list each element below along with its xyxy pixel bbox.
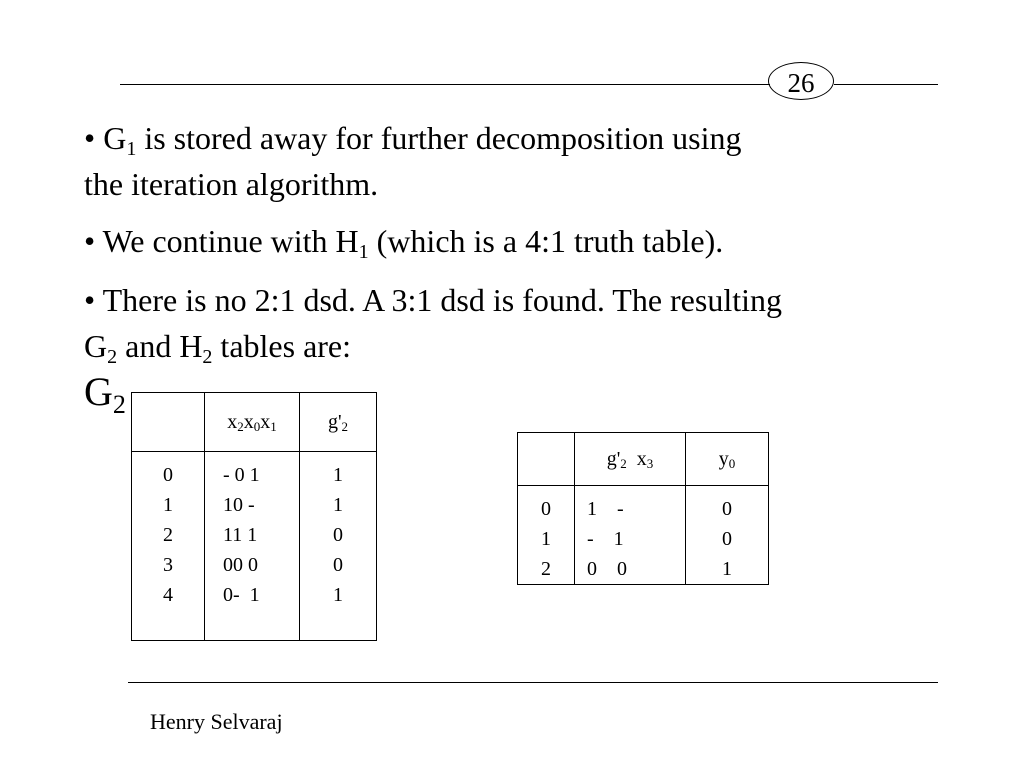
header-var: x [243,410,254,433]
header-var: g' [327,410,342,433]
inputs-column [575,486,686,585]
label-base: G [84,369,113,414]
subscript: 1 [270,418,277,434]
subscript: 2 [620,455,627,471]
table-body-row [518,486,769,585]
row-index: 0 [541,498,551,520]
table-header-row [518,433,769,486]
header-var: x [260,410,271,433]
subscript: 3 [646,455,654,471]
row-index: 2 [541,558,551,580]
bullet-text: the iteration algorithm. [84,166,379,202]
table-body-row [132,452,377,641]
bullet-continue-h1 [84,218,984,264]
subscript: 2 [341,418,349,434]
row-index: 0 [163,464,173,486]
bullet-g1-stored [84,115,984,207]
row-output: 1 [722,558,732,580]
row-inputs: 1 - [587,498,624,520]
output-column [686,486,769,585]
header-inputs-cell [575,433,686,486]
subscript: 2 [237,418,244,434]
row-index: 1 [541,528,551,550]
row-inputs: 0 0 [587,558,627,580]
row-output: 0 [333,554,343,576]
header-index-cell [518,433,575,486]
header-inputs-cell [205,393,300,452]
bullet-text: and H [117,328,203,364]
bullet-dsd-found [84,277,984,369]
row-index: 1 [163,494,173,516]
row-inputs: - 0 1 [223,464,260,486]
subscript: 2 [202,346,213,368]
subscript: 1 [358,241,369,263]
output-column [300,452,377,641]
table-header-row [132,393,377,452]
header-rule-left [120,84,770,85]
row-index: 4 [163,584,173,606]
subscript: 2 [112,390,126,419]
bullet-text: • There is no 2:1 dsd. A 3:1 dsd is found. The resulting [84,282,782,318]
page-number-badge: 26 [768,62,834,100]
bullet-text: (which is a 4:1 truth table). [368,223,724,259]
header-index-cell [132,393,205,452]
g2-table-label [84,368,128,419]
row-index: 3 [163,554,173,576]
row-output: 0 [333,524,343,546]
footer-rule [128,682,938,683]
header-rule-right [834,84,938,85]
bullet-text: G [84,328,108,364]
bullet-text: • G [84,120,127,156]
header-var: x [227,410,238,433]
row-output: 0 [722,498,732,520]
row-inputs: 00 0 [223,554,258,576]
index-column [518,486,575,585]
subscript: 1 [126,138,137,160]
header-output-cell [686,433,769,486]
header-var: y [718,447,729,470]
index-column [132,452,205,641]
row-inputs: - 1 [587,528,624,550]
header-output-cell [300,393,377,452]
row-output: 1 [333,464,343,486]
subscript: 2 [107,346,118,368]
author-name: Henry Selvaraj [150,709,283,734]
row-inputs: 11 1 [223,524,258,546]
subscript: 0 [728,455,736,471]
header-var: x [636,447,647,470]
g2-truth-table [131,392,377,641]
bullet-text: tables are: [212,328,352,364]
row-output: 1 [333,494,343,516]
bullet-text: is stored away for further decomposition using [136,120,742,156]
row-output: 1 [333,584,343,606]
h2-truth-table [517,432,769,585]
row-index: 2 [163,524,173,546]
row-inputs: 10 - [223,494,255,516]
subscript: 0 [253,418,261,434]
row-output: 0 [722,528,732,550]
header-var: g' [606,447,621,470]
row-inputs: 0- 1 [223,584,260,606]
bullet-text: • We continue with H [84,223,359,259]
inputs-column [205,452,300,641]
